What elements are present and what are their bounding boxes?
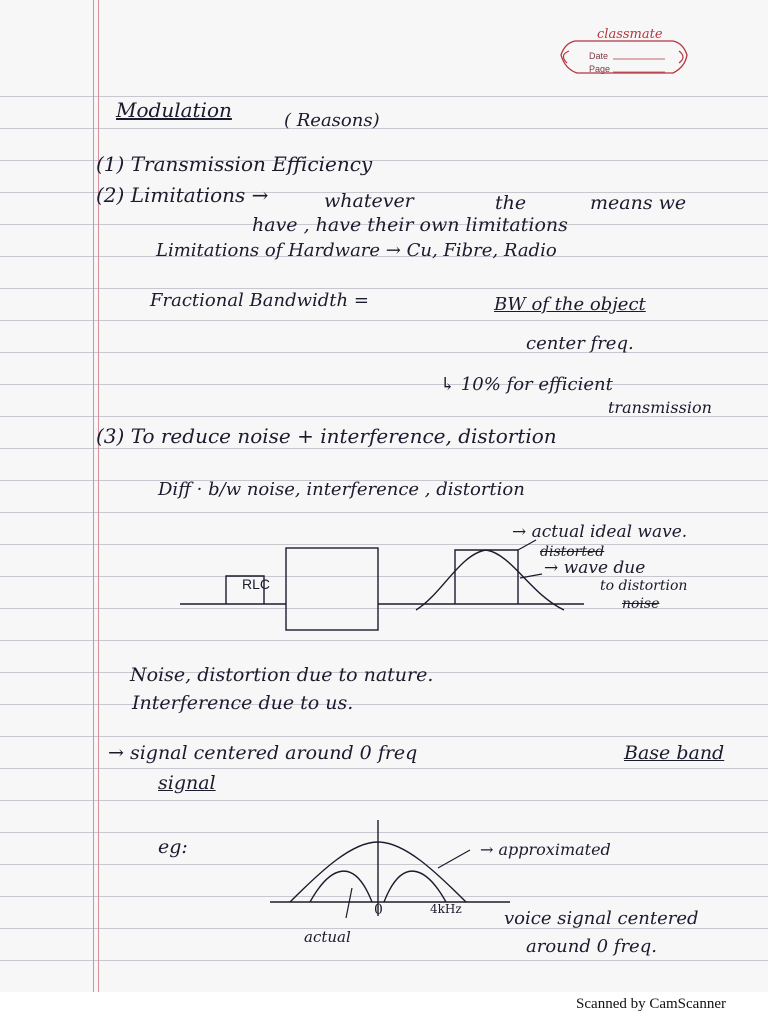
- efficiency-note-cont: transmission: [608, 398, 712, 417]
- heading-note: ( Reasons): [284, 110, 380, 131]
- date-label: Date: [589, 51, 609, 61]
- classmate-brand-stamp: [555, 27, 688, 83]
- actual-annotation: actual: [304, 928, 351, 946]
- brand-name: classmate: [597, 27, 663, 42]
- item-2-have: have , have their own limitations: [252, 214, 568, 236]
- noise-annotation: noise: [622, 596, 660, 612]
- margin-line: [93, 0, 94, 992]
- noise-nature-line: Noise, distortion due to nature.: [130, 664, 434, 686]
- baseband-term-cont: signal: [158, 772, 216, 794]
- rule-line: [0, 800, 768, 801]
- scanner-footer: [0, 992, 768, 1024]
- voice-signal-line: voice signal centered: [504, 908, 699, 929]
- fraction-denominator: center freq.: [526, 333, 634, 354]
- to-distortion-annotation: to distortion: [600, 578, 688, 594]
- voice-spectrum-diagram: [270, 816, 510, 946]
- efficiency-note: ↳ 10% for efficient: [440, 374, 613, 395]
- rule-line: [0, 736, 768, 737]
- axis-4khz-label: 4kHz: [430, 902, 462, 916]
- rule-line: [0, 448, 768, 449]
- example-label: eg:: [158, 836, 188, 858]
- rule-line: [0, 384, 768, 385]
- scanner-watermark: Scanned by CamScanner: [576, 996, 726, 1012]
- ideal-wave-annotation: → actual ideal wave.: [512, 522, 688, 542]
- item-2-means-we: means we: [590, 192, 687, 214]
- item-2-whatever: whatever: [324, 190, 414, 212]
- interference-us-line: Interference due to us.: [132, 692, 354, 714]
- fraction-numerator: BW of the object: [494, 294, 646, 315]
- margin-line: [98, 0, 99, 992]
- voice-signal-line-cont: around 0 freq.: [526, 936, 657, 957]
- item-2-the: the: [495, 192, 527, 214]
- rule-line: [0, 704, 768, 705]
- fractional-bandwidth-label: Fractional Bandwidth =: [150, 290, 369, 311]
- rule-line: [0, 352, 768, 353]
- baseband-line: → signal centered around 0 freq: [108, 742, 418, 764]
- rule-line: [0, 768, 768, 769]
- heading: Modulation: [116, 98, 232, 122]
- rule-line: [0, 512, 768, 513]
- rule-line: [0, 640, 768, 641]
- rule-line: [0, 128, 768, 129]
- baseband-term: Base band: [624, 742, 725, 764]
- rule-line: [0, 960, 768, 961]
- rule-line: [0, 320, 768, 321]
- wave-due-annotation: → wave due: [544, 558, 646, 578]
- item-1: (1) Transmission Efficiency: [96, 152, 373, 176]
- item-3: (3) To reduce noise + interference, distortion: [96, 424, 557, 448]
- approximated-annotation: → approximated: [480, 840, 611, 859]
- distorted-annotation: distorted: [540, 544, 605, 560]
- diff-line: Diff · b/w noise, interference , distortion: [158, 479, 525, 500]
- item-2-hardware: Limitations of Hardware → Cu, Fibre, Radio: [156, 240, 557, 261]
- page-label: Page: [589, 64, 611, 74]
- rlc-label: RLC: [242, 576, 271, 592]
- rule-line: [0, 288, 768, 289]
- axis-zero-label: 0: [374, 902, 383, 918]
- item-2-label: (2) Limitations →: [96, 183, 269, 207]
- rule-line: [0, 96, 768, 97]
